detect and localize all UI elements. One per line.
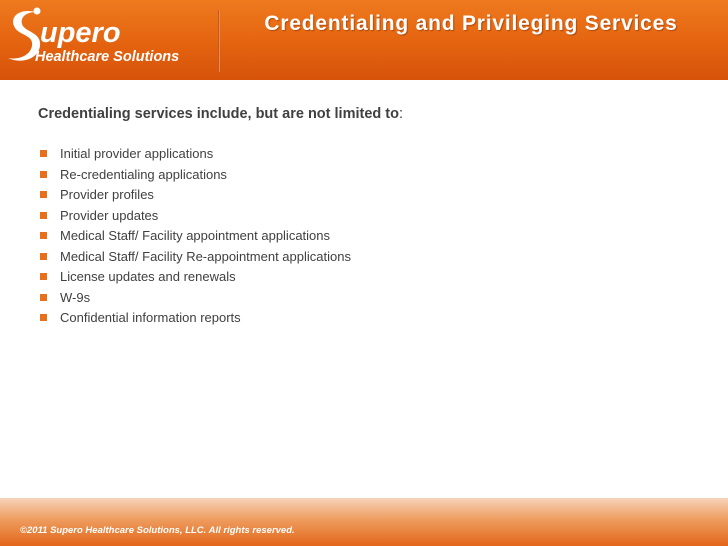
services-list — [38, 144, 698, 329]
square-bullet-icon — [40, 232, 47, 239]
copyright-notice: ©2011 Supero Healthcare Solutions, LLC. All rights reserved. — [20, 525, 295, 536]
list-item-text: License updates and renewals — [60, 269, 236, 284]
list-item-text: Medical Staff/ Facility Re-appointment applications — [60, 248, 351, 264]
list-item — [38, 288, 698, 309]
intro-colon: : — [398, 106, 403, 122]
square-bullet-icon — [40, 150, 47, 157]
square-bullet-icon — [40, 212, 47, 219]
slide-title: Credentialing and Privileging Services — [264, 12, 678, 35]
square-bullet-icon — [40, 191, 47, 198]
list-item — [38, 308, 698, 329]
intro-text: Credentialing services include, but are not limited to — [38, 106, 399, 122]
slide-header — [0, 0, 728, 80]
logo-name: upero — [40, 17, 121, 49]
list-item — [38, 206, 698, 227]
logo-tagline: Healthcare Solutions — [35, 49, 180, 65]
slide-body — [38, 105, 698, 329]
list-item — [38, 267, 698, 288]
intro-line — [38, 105, 698, 123]
list-item-text: Initial provider applications — [60, 146, 214, 161]
square-bullet-icon — [40, 253, 47, 260]
supero-logo — [6, 6, 211, 74]
square-bullet-icon — [40, 273, 47, 280]
square-bullet-icon — [40, 294, 47, 301]
list-item — [38, 226, 698, 247]
list-item-text: W-9s — [60, 289, 91, 305]
list-item-text: Confidential information reports — [60, 310, 241, 325]
square-bullet-icon — [40, 171, 47, 178]
header-divider — [218, 10, 220, 72]
list-item-text: Provider updates — [60, 207, 159, 223]
list-item — [38, 144, 698, 165]
list-item — [38, 247, 698, 268]
list-item-text: Provider profiles — [60, 187, 154, 202]
list-item-text: Medical Staff/ Facility appointment applications — [60, 228, 331, 243]
list-item — [38, 185, 698, 206]
list-item-text: Re-credentialing applications — [60, 166, 227, 182]
slide-footer — [0, 498, 728, 546]
square-bullet-icon — [40, 314, 47, 321]
list-item — [38, 165, 698, 186]
